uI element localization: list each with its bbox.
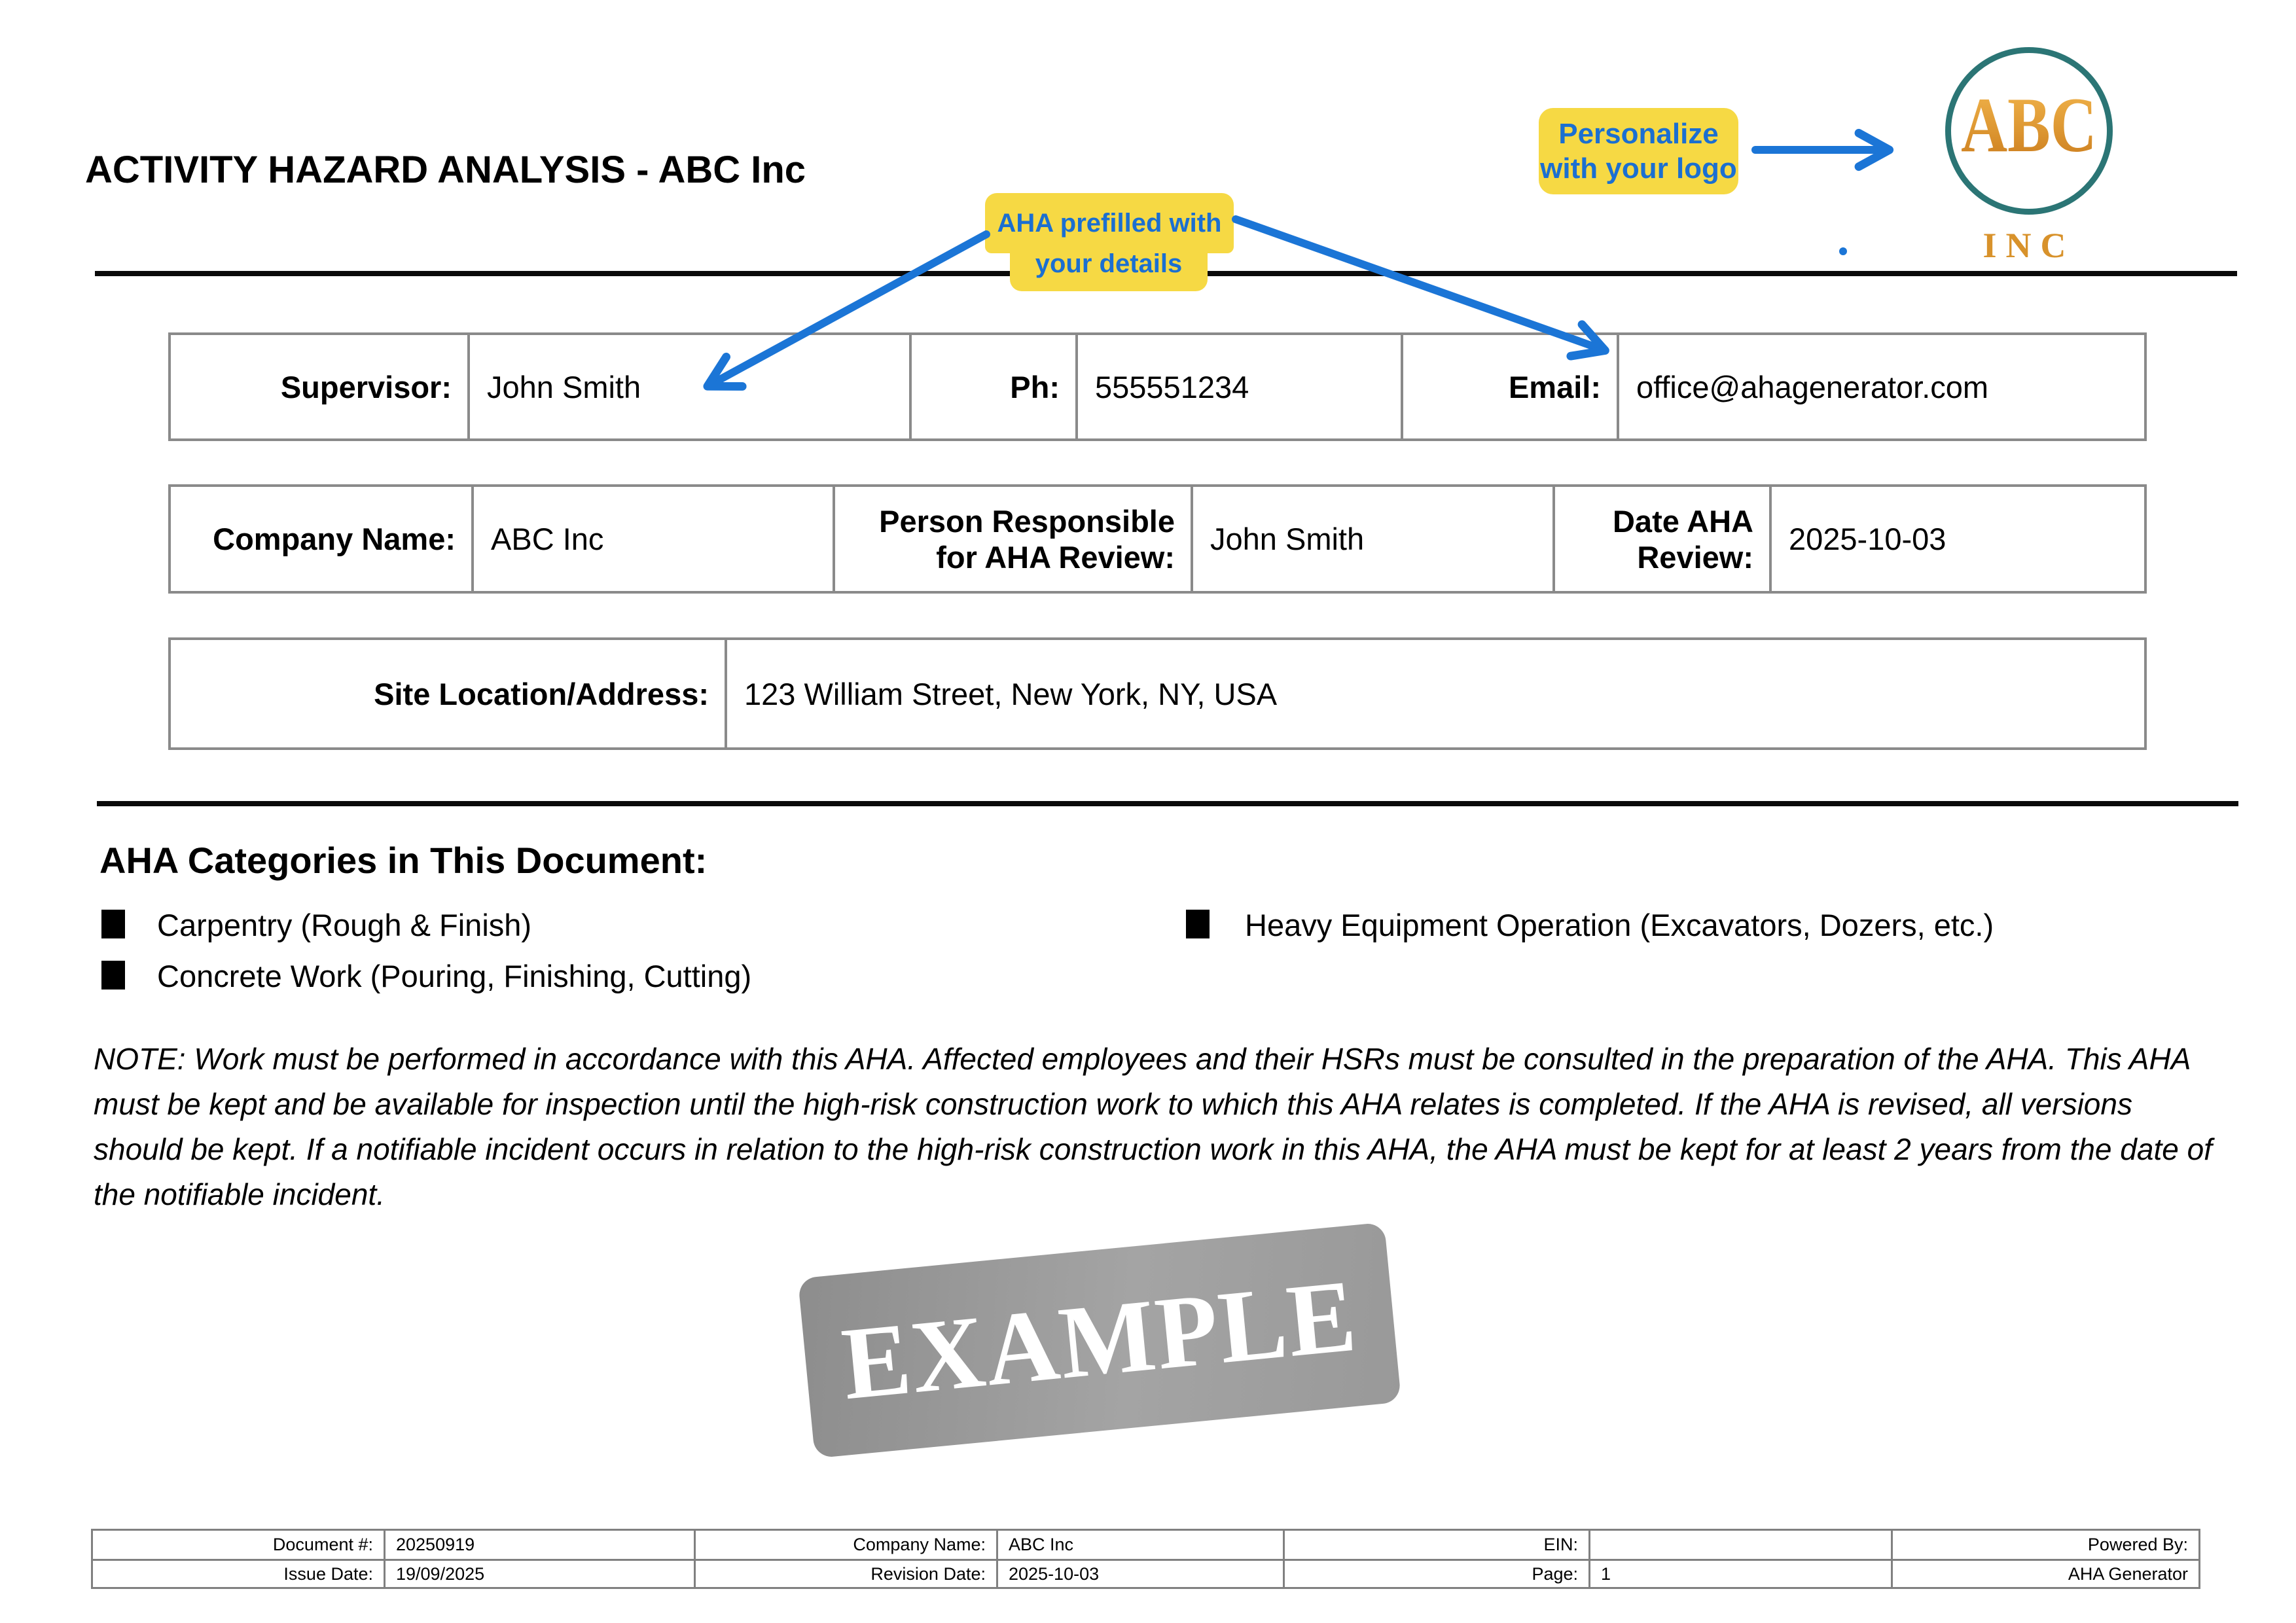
date-aha-review-label: Date AHA Review: — [1552, 487, 1769, 591]
footer-page-value: 1 — [1588, 1559, 1891, 1587]
footer-ein-label: EIN: — [1283, 1531, 1588, 1559]
footer-table — [91, 1529, 2200, 1589]
horizontal-rule-middle — [97, 801, 2238, 806]
personalize-logo-callout — [1539, 108, 1738, 194]
example-watermark-text: EXAMPLE — [837, 1258, 1362, 1422]
arrow-to-email-field — [1236, 219, 1602, 349]
phone-label: Ph: — [909, 335, 1075, 438]
category-item-heavy-equipment: Heavy Equipment Operation (Excavators, Dozers, etc.) — [1245, 908, 1994, 942]
category-item-carpentry: Carpentry (Rough & Finish) — [157, 908, 532, 942]
prefill-callout-line2: your details — [1010, 249, 1208, 291]
footer-issue-date-value: 19/09/2025 — [384, 1559, 694, 1587]
email-label: Email: — [1401, 335, 1617, 438]
site-location-label: Site Location/Address: — [374, 676, 709, 711]
footer-revision-date-label: Revision Date: — [694, 1559, 996, 1587]
date-aha-review-value: 2025-10-03 — [1769, 487, 2144, 591]
categories-heading: AHA Categories in This Document: — [99, 840, 708, 881]
person-responsible-value: John Smith — [1191, 487, 1552, 591]
supervisor-value: John Smith — [467, 335, 909, 438]
email-value: office@ahagenerator.com — [1617, 335, 2144, 438]
footer-ein-value — [1588, 1531, 1891, 1559]
site-location-table — [168, 637, 2147, 750]
stray-dot — [1839, 247, 1847, 255]
footer-powered-by-value: AHA Generator — [1891, 1559, 2198, 1587]
company-logo-text: ABC — [1955, 80, 2103, 170]
personalize-callout-line1: Personalize — [1558, 118, 1719, 150]
prefill-callout-line1: AHA prefilled with — [985, 193, 1234, 253]
example-watermark-stamp — [798, 1222, 1401, 1459]
footer-issue-date-label: Issue Date: — [93, 1559, 384, 1587]
company-logo-subtext: INC — [1982, 226, 2075, 265]
footer-document-number-label: Document #: — [272, 1535, 373, 1554]
checkbox-filled-icon — [101, 910, 125, 938]
supervisor-label: Supervisor: — [280, 369, 452, 404]
footer-document-number-value: 20250919 — [384, 1531, 694, 1559]
note-paragraph: NOTE: Work must be performed in accordance with this AHA. Affected employees and their HSRs must be consulted in the preparation of the AHA. This AHA must be kept and be available for inspection until the high-risk construction work to which this AHA relates is completed. If the AHA is revised, all versions should be kept. If a notifiable incident occurs in relation to the high-risk construction work in this AHA, the AHA must be kept for at least 2 years from the date of the notifiable incident. — [94, 1042, 2212, 1211]
phone-value: 555551234 — [1075, 335, 1401, 438]
person-responsible-label: Person Responsible for AHA Review: — [833, 487, 1191, 591]
checkbox-filled-icon — [101, 961, 125, 990]
category-item-concrete: Concrete Work (Pouring, Finishing, Cutting) — [157, 959, 752, 993]
site-location-value: 123 William Street, New York, NY, USA — [725, 640, 2144, 747]
page-title: ACTIVITY HAZARD ANALYSIS - ABC Inc — [85, 149, 806, 191]
footer-company-name-label: Company Name: — [694, 1531, 996, 1559]
contact-info-table — [168, 332, 2147, 441]
company-name-value: ABC Inc — [471, 487, 833, 591]
footer-page-label: Page: — [1283, 1559, 1588, 1587]
footer-company-name-value: ABC Inc — [996, 1531, 1283, 1559]
company-name-label: Company Name: — [213, 522, 456, 556]
checkbox-filled-icon — [1186, 910, 1210, 938]
company-info-table — [168, 484, 2147, 594]
footer-powered-by-label: Powered By: — [1891, 1531, 2198, 1559]
personalize-callout-line2: with your logo — [1540, 152, 1737, 185]
footer-revision-date-value: 2025-10-03 — [996, 1559, 1283, 1587]
